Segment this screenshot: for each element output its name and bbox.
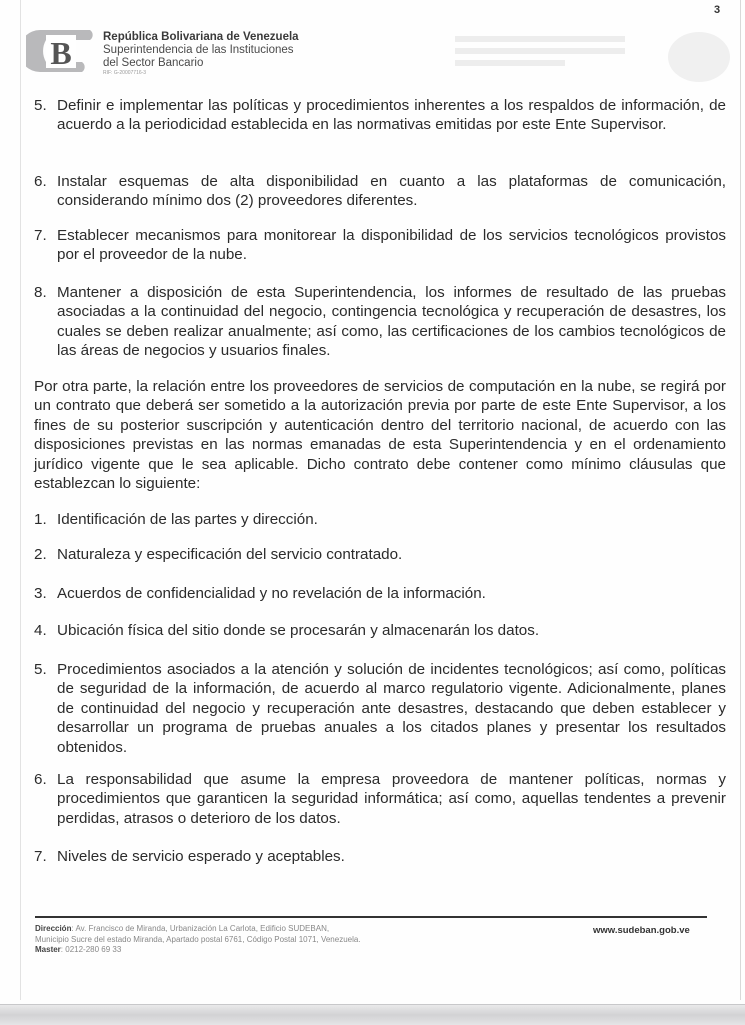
list-item — [34, 510, 726, 529]
list-item — [34, 545, 726, 564]
viewer-bottom-bar — [0, 1004, 745, 1025]
item-number: 3. — [34, 585, 47, 602]
item-text: Instalar esquemas de alta disponibilidad en cuanto a las plataformas de comunicación, considerando mínimo dos (2) proveedores diferentes. — [57, 173, 726, 210]
list-item — [34, 226, 726, 265]
footer-divider — [35, 916, 707, 918]
item-text: Definir e implementar las políticas y procedimientos inherentes a los respaldos de información, de acuerdo a la periodicidad establecida en las normativas emitidas por este Ente Supervisor. — [57, 97, 726, 134]
master-label: Master — [35, 945, 61, 954]
list-item — [34, 584, 726, 603]
contract-paragraph: Por otra parte, la relación entre los proveedores de servicios de computación en la nube, se regirá por un contrato que deberá ser sometido a la autorización previa por parte de este Ente Supervisor, a los fines de su posterior suscripción y autenticación dentro del territorio nacional, de acuerdo con las disposiciones previstas en las normas emanadas de esta Superintendencia y en el ordenamiento jurídico vigente que le sea aplicable. Dicho contrato debe contener como mínimo cláusulas que establezcan lo siguiente: — [34, 378, 726, 493]
list-item — [34, 96, 726, 135]
item-text: Ubicación física del sitio donde se procesarán y almacenarán los datos. — [57, 622, 540, 639]
item-number: 8. — [34, 284, 47, 301]
list-item — [34, 621, 726, 640]
page-edge-right — [740, 0, 741, 1000]
header-sector: del Sector Bancario — [103, 57, 204, 69]
sudeban-logo-icon — [26, 26, 96, 76]
header-country: República Bolivariana de Venezuela — [103, 31, 299, 43]
item-number: 1. — [34, 511, 47, 528]
list-item — [34, 660, 726, 757]
item-number: 6. — [34, 771, 47, 788]
footer-address — [35, 924, 361, 956]
show-through-logo-icon — [668, 32, 730, 82]
list-item — [34, 847, 726, 866]
item-text: Identificación de las partes y dirección. — [57, 511, 318, 528]
address-line-2: Municipio Sucre del estado Miranda, Apartado postal 6761, Código Postal 1071, Venezuela. — [35, 934, 361, 944]
item-number: 6. — [34, 173, 47, 190]
item-number: 2. — [34, 546, 47, 563]
item-number: 5. — [34, 97, 47, 114]
item-text: Procedimientos asociados a la atención y solución de incidentes tecnológicos; así como, políticas de seguridad de la información, de acuerdo al marco regulatorio vigente. Adicionalmente, planes de continuidad del negocio y recuperación ante desastres, destacando que deben establecer y desarrollar un programa de pruebas anuales a los citados planes y presentar los resultados obtenidos. — [57, 661, 726, 756]
page-number: 3 — [714, 4, 721, 16]
list-item — [34, 283, 726, 361]
item-number: 5. — [34, 661, 47, 678]
item-number: 7. — [34, 227, 47, 244]
item-text: Naturaleza y especificación del servicio contratado. — [57, 546, 403, 563]
item-text: Mantener a disposición de esta Superintendencia, los informes de resultado de las pruebas asociadas a la continuidad del negocio, contingencia tecnológica y recuperación de desastres, los cuales se deben realizar anualmente; así como, las certificaciones de los cambios tecnológicos de las áreas de negocios y usuarios finales. — [57, 284, 726, 360]
website-link[interactable]: www.sudeban.gob.ve — [593, 925, 690, 936]
header-rif: RIF: G-20007716-3 — [103, 70, 147, 76]
institution-header — [103, 31, 299, 77]
item-text: La responsabilidad que asume la empresa proveedora de mantener políticas, normas y procedimientos que garanticen la seguridad informática; así como, aquellas tendentes a prevenir perdidas, atrasos o deterioro de los datos. — [57, 771, 726, 827]
master-phone: : 0212-280 69 33 — [60, 945, 122, 954]
item-text: Establecer mecanismos para monitorear la disponibilidad de los servicios tecnológicos provistos por el proveedor de la nube. — [57, 227, 726, 264]
logo-letter: B — [50, 35, 72, 71]
item-text: Niveles de servicio esperado y aceptables. — [57, 848, 345, 865]
header-institution: Superintendencia de las Instituciones — [103, 44, 294, 56]
item-number: 4. — [34, 622, 47, 639]
page-edge-left — [20, 0, 21, 1000]
item-text: Acuerdos de confidencialidad y no revelación de la información. — [57, 585, 486, 602]
show-through-header — [455, 32, 735, 82]
list-item — [34, 770, 726, 828]
list-item — [34, 172, 726, 211]
address-line-1: : Av. Francisco de Miranda, Urbanización La Carlota, Edificio SUDEBAN, — [71, 924, 330, 933]
item-number: 7. — [34, 848, 47, 865]
address-label: Dirección — [35, 924, 72, 933]
